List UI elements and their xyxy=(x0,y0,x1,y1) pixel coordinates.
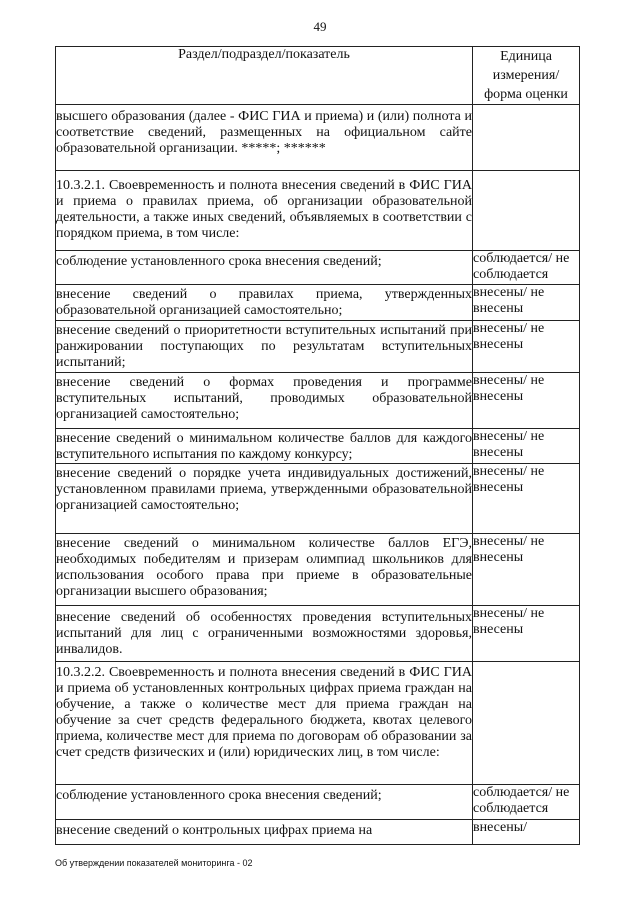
table-row xyxy=(56,373,580,429)
indicator-text: внесение сведений о правилах приема, утвержденных образовательной организацией самостоятельно; xyxy=(56,285,473,321)
table-row xyxy=(56,662,580,785)
unit-text: внесены/ не внесены xyxy=(473,534,580,606)
column-header-section: Раздел/подраздел/показатель xyxy=(56,47,473,105)
table-row xyxy=(56,534,580,606)
indicator-text: внесение сведений о приоритетности вступительных испытаний при ранжировании поступающих по результатам вступительных испытаний; xyxy=(56,321,473,373)
unit-text: внесены/ не внесены xyxy=(473,321,580,373)
unit-text xyxy=(473,105,580,171)
unit-text: соблюдается/ не соблюдается xyxy=(473,785,580,820)
indicator-text: 10.3.2.2. Своевременность и полнота внесения сведений в ФИС ГИА и приема об установленных контрольных цифрах приема граждан на обучение, а также о количестве мест для приема граждан на обучение за счет средств федерального бюджета, квотах целевого приема, количестве мест для приема по договорам об образовании за счет средств физических и (или) юридических лиц, в том числе: xyxy=(56,662,473,785)
indicator-text: внесение сведений о порядке учета индивидуальных достижений, установленном правилами приема, утвержденными образовательной организацией самостоятельно; xyxy=(56,464,473,534)
table-row xyxy=(56,820,580,845)
unit-text xyxy=(473,171,580,251)
indicator-text: внесение сведений о контрольных цифрах приема на xyxy=(56,820,473,845)
indicator-text: внесение сведений о минимальном количестве баллов ЕГЭ, необходимых победителям и призерам олимпиад школьников для использования особого права при приеме в образовательные организации высшего образования; xyxy=(56,534,473,606)
indicators-table xyxy=(55,46,580,845)
unit-text: внесены/ не внесены xyxy=(473,285,580,321)
indicator-text: соблюдение установленного срока внесения сведений; xyxy=(56,251,473,285)
table-row xyxy=(56,464,580,534)
table-row xyxy=(56,429,580,464)
indicator-text: высшего образования (далее - ФИС ГИА и приема) и (или) полнота и соответствие сведений, размещенных на официальном сайте образовательной организации. *****; ****** xyxy=(56,105,473,171)
unit-text: внесены/ не внесены xyxy=(473,464,580,534)
unit-text: внесены/ не внесены xyxy=(473,606,580,662)
indicator-text: внесение сведений об особенностях проведения вступительных испытаний для лиц с ограниченными возможностями здоровья, инвалидов. xyxy=(56,606,473,662)
footer-note: Об утверждении показателей мониторинга - 02 xyxy=(55,858,253,868)
unit-text: соблюдается/ не соблюдается xyxy=(473,251,580,285)
table-header-row xyxy=(56,47,580,105)
indicator-text: внесение сведений о минимальном количестве баллов для каждого вступительного испытания по каждому конкурсу; xyxy=(56,429,473,464)
table-row xyxy=(56,251,580,285)
unit-text: внесены/ xyxy=(473,820,580,845)
page-number: 49 xyxy=(313,19,327,34)
indicator-text: внесение сведений о формах проведения и программе вступительных испытаний, проводимых образовательной организацией самостоятельно; xyxy=(56,373,473,429)
unit-text: внесены/ не внесены xyxy=(473,373,580,429)
table-row xyxy=(56,606,580,662)
table-row xyxy=(56,171,580,251)
table-row xyxy=(56,285,580,321)
table-row xyxy=(56,785,580,820)
unit-text xyxy=(473,662,580,785)
table-row xyxy=(56,105,580,171)
unit-text: внесены/ не внесены xyxy=(473,429,580,464)
column-header-unit: Единица измерения/ форма оценки xyxy=(473,47,580,105)
indicator-text: соблюдение установленного срока внесения сведений; xyxy=(56,785,473,820)
indicator-text: 10.3.2.1. Своевременность и полнота внесения сведений в ФИС ГИА и приема о правилах приема, об организации образовательной деятельности, а также иных сведений, объявляемых в соответствии с порядком приема, в том числе: xyxy=(56,171,473,251)
table-row xyxy=(56,321,580,373)
